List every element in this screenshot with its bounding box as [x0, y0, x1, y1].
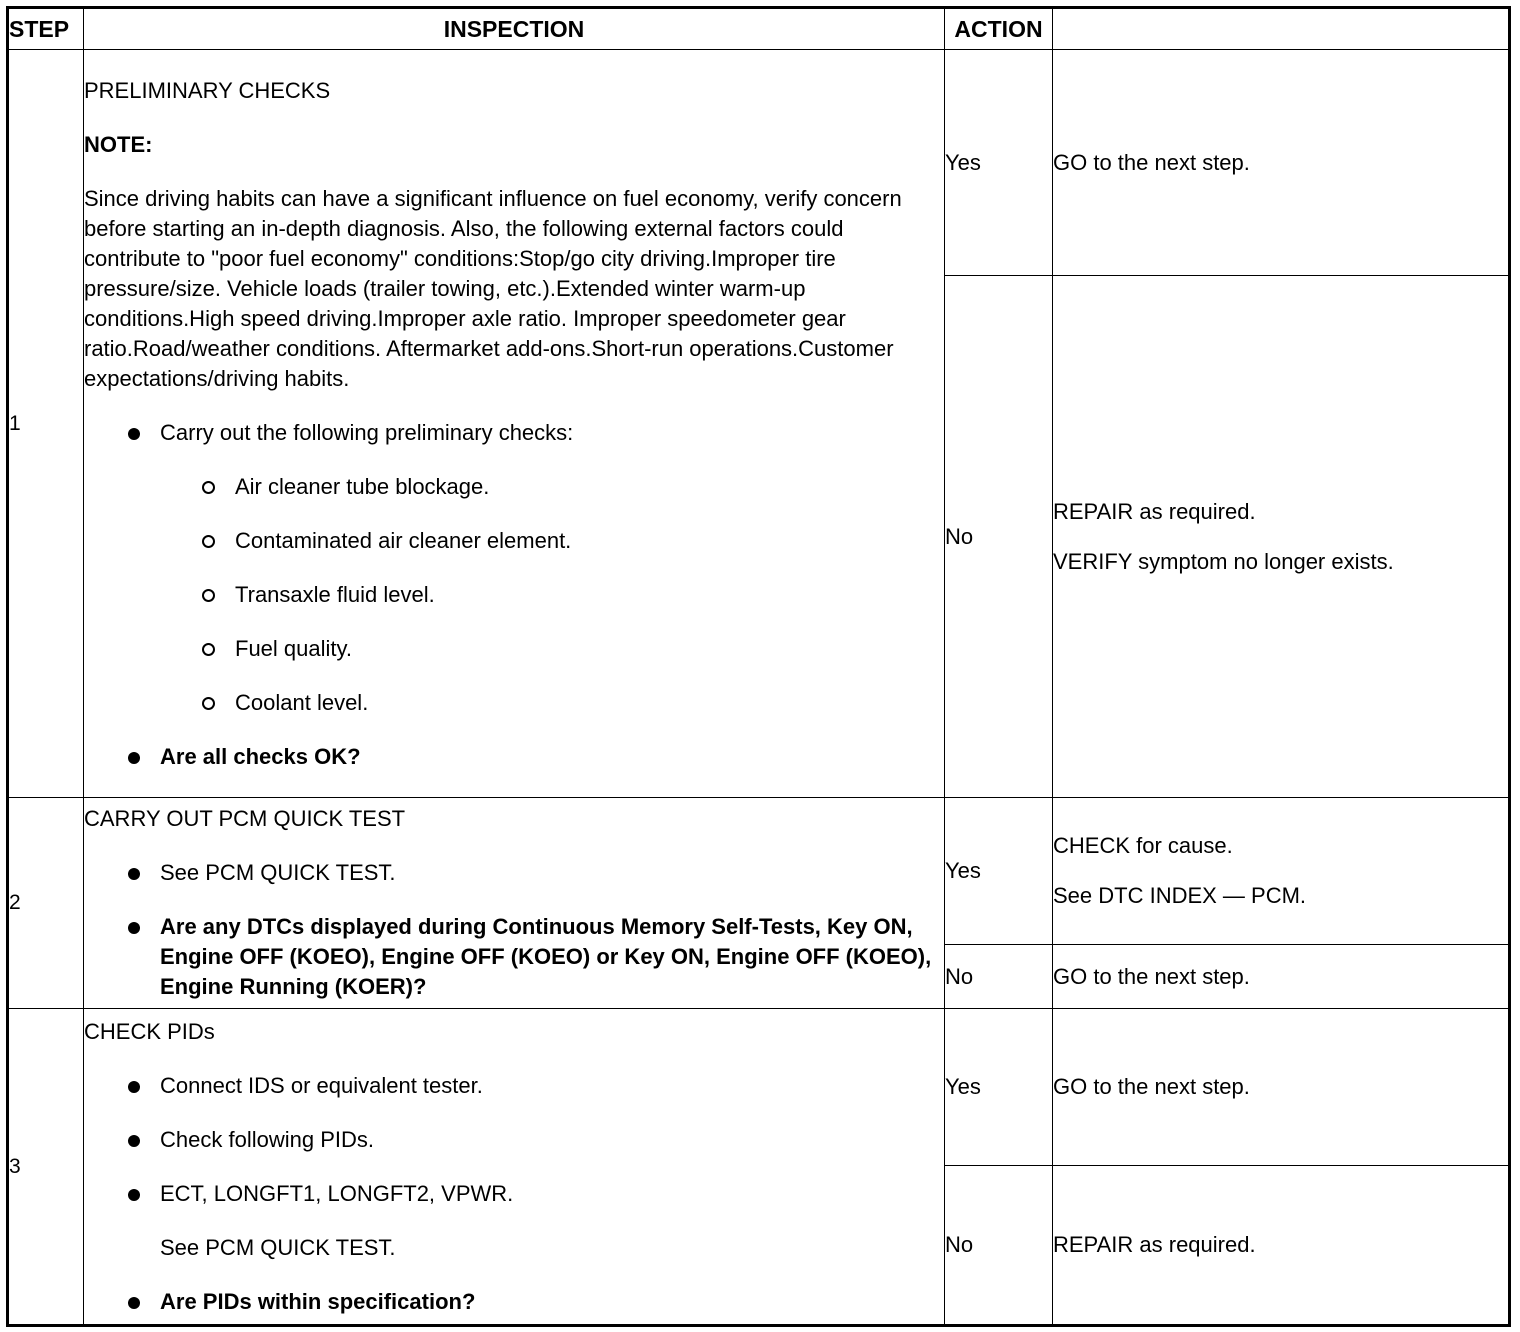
step-title: CARRY OUT PCM QUICK TEST — [84, 806, 406, 831]
list-item: Air cleaner tube blockage. — [160, 472, 944, 502]
result-no: REPAIR as required. VERIFY symptom no longer exists. — [1053, 276, 1510, 798]
header-step: STEP — [8, 8, 84, 50]
table-row — [8, 1009, 1510, 1166]
header-inspection: INSPECTION — [84, 8, 945, 50]
list-item: Transaxle fluid level. — [160, 580, 944, 610]
action-no: No — [945, 1166, 1053, 1326]
table-row — [8, 50, 1510, 276]
step-number: 2 — [8, 798, 84, 1009]
inspection-cell — [84, 1009, 945, 1326]
action-no: No — [945, 945, 1053, 1009]
list-item: Coolant level. — [160, 688, 944, 718]
inspection-cell — [84, 50, 945, 798]
action-yes: Yes — [945, 798, 1053, 945]
question: Are PIDs within specification? — [84, 1287, 944, 1317]
action-no: No — [945, 276, 1053, 798]
header-row — [8, 8, 1510, 50]
inspection-cell — [84, 798, 945, 1009]
step-number: 3 — [8, 1009, 84, 1326]
list-item: Carry out the following preliminary checks: Air cleaner tube blockage. Contaminated air cleaner element. Transaxle fluid level. Fuel quality. Coolant level. — [84, 418, 944, 718]
note-label: NOTE: — [84, 131, 153, 157]
step-title: PRELIMINARY CHECKS — [84, 77, 331, 103]
action-yes: Yes — [945, 50, 1053, 276]
list-item: ECT, LONGFT1, LONGFT2, VPWR. — [84, 1179, 944, 1209]
list-item: Connect IDS or equivalent tester. — [84, 1071, 944, 1101]
diagnostic-table — [6, 6, 1511, 1327]
header-result — [1053, 8, 1510, 50]
result-no: GO to the next step. — [1053, 945, 1510, 1009]
list-item: See PCM QUICK TEST. — [84, 858, 944, 888]
list-item: Fuel quality. — [160, 634, 944, 664]
header-action: ACTION — [945, 8, 1053, 50]
question: Are any DTCs displayed during Continuous Memory Self-Tests, Key ON, Engine OFF (KOEO), Engine OFF (KOEO) or Key ON, Engine OFF (KOEO), Engine Running (KOER)? — [84, 912, 944, 1002]
list-item: Contaminated air cleaner element. — [160, 526, 944, 556]
result-yes: GO to the next step. — [1053, 50, 1510, 276]
list-item: Check following PIDs. — [84, 1125, 944, 1155]
note-text: Since driving habits can have a significant influence on fuel economy, verify concern before starting an in-depth diagnosis. Also, the following external factors could contribute to "poor fuel economy" conditions:Stop/go city driving.Improper tire pressure/size. Vehicle loads (trailer towing, etc.).Extended winter warm-up conditions.High speed driving.Improper axle ratio. Improper speedometer gear ratio.Road/weather conditions. Aftermarket add-ons.Short-run operations.Customer expectations/driving habits. — [84, 185, 902, 391]
result-yes: GO to the next step. — [1053, 1009, 1510, 1166]
list-item: See PCM QUICK TEST. — [160, 1234, 396, 1260]
result-yes: CHECK for cause. See DTC INDEX — PCM. — [1053, 798, 1510, 945]
result-no: REPAIR as required. — [1053, 1166, 1510, 1326]
table-row — [8, 798, 1510, 945]
step-title: CHECK PIDs — [84, 1018, 215, 1044]
action-yes: Yes — [945, 1009, 1053, 1166]
step-number: 1 — [8, 50, 84, 798]
question: Are all checks OK? — [84, 742, 944, 772]
